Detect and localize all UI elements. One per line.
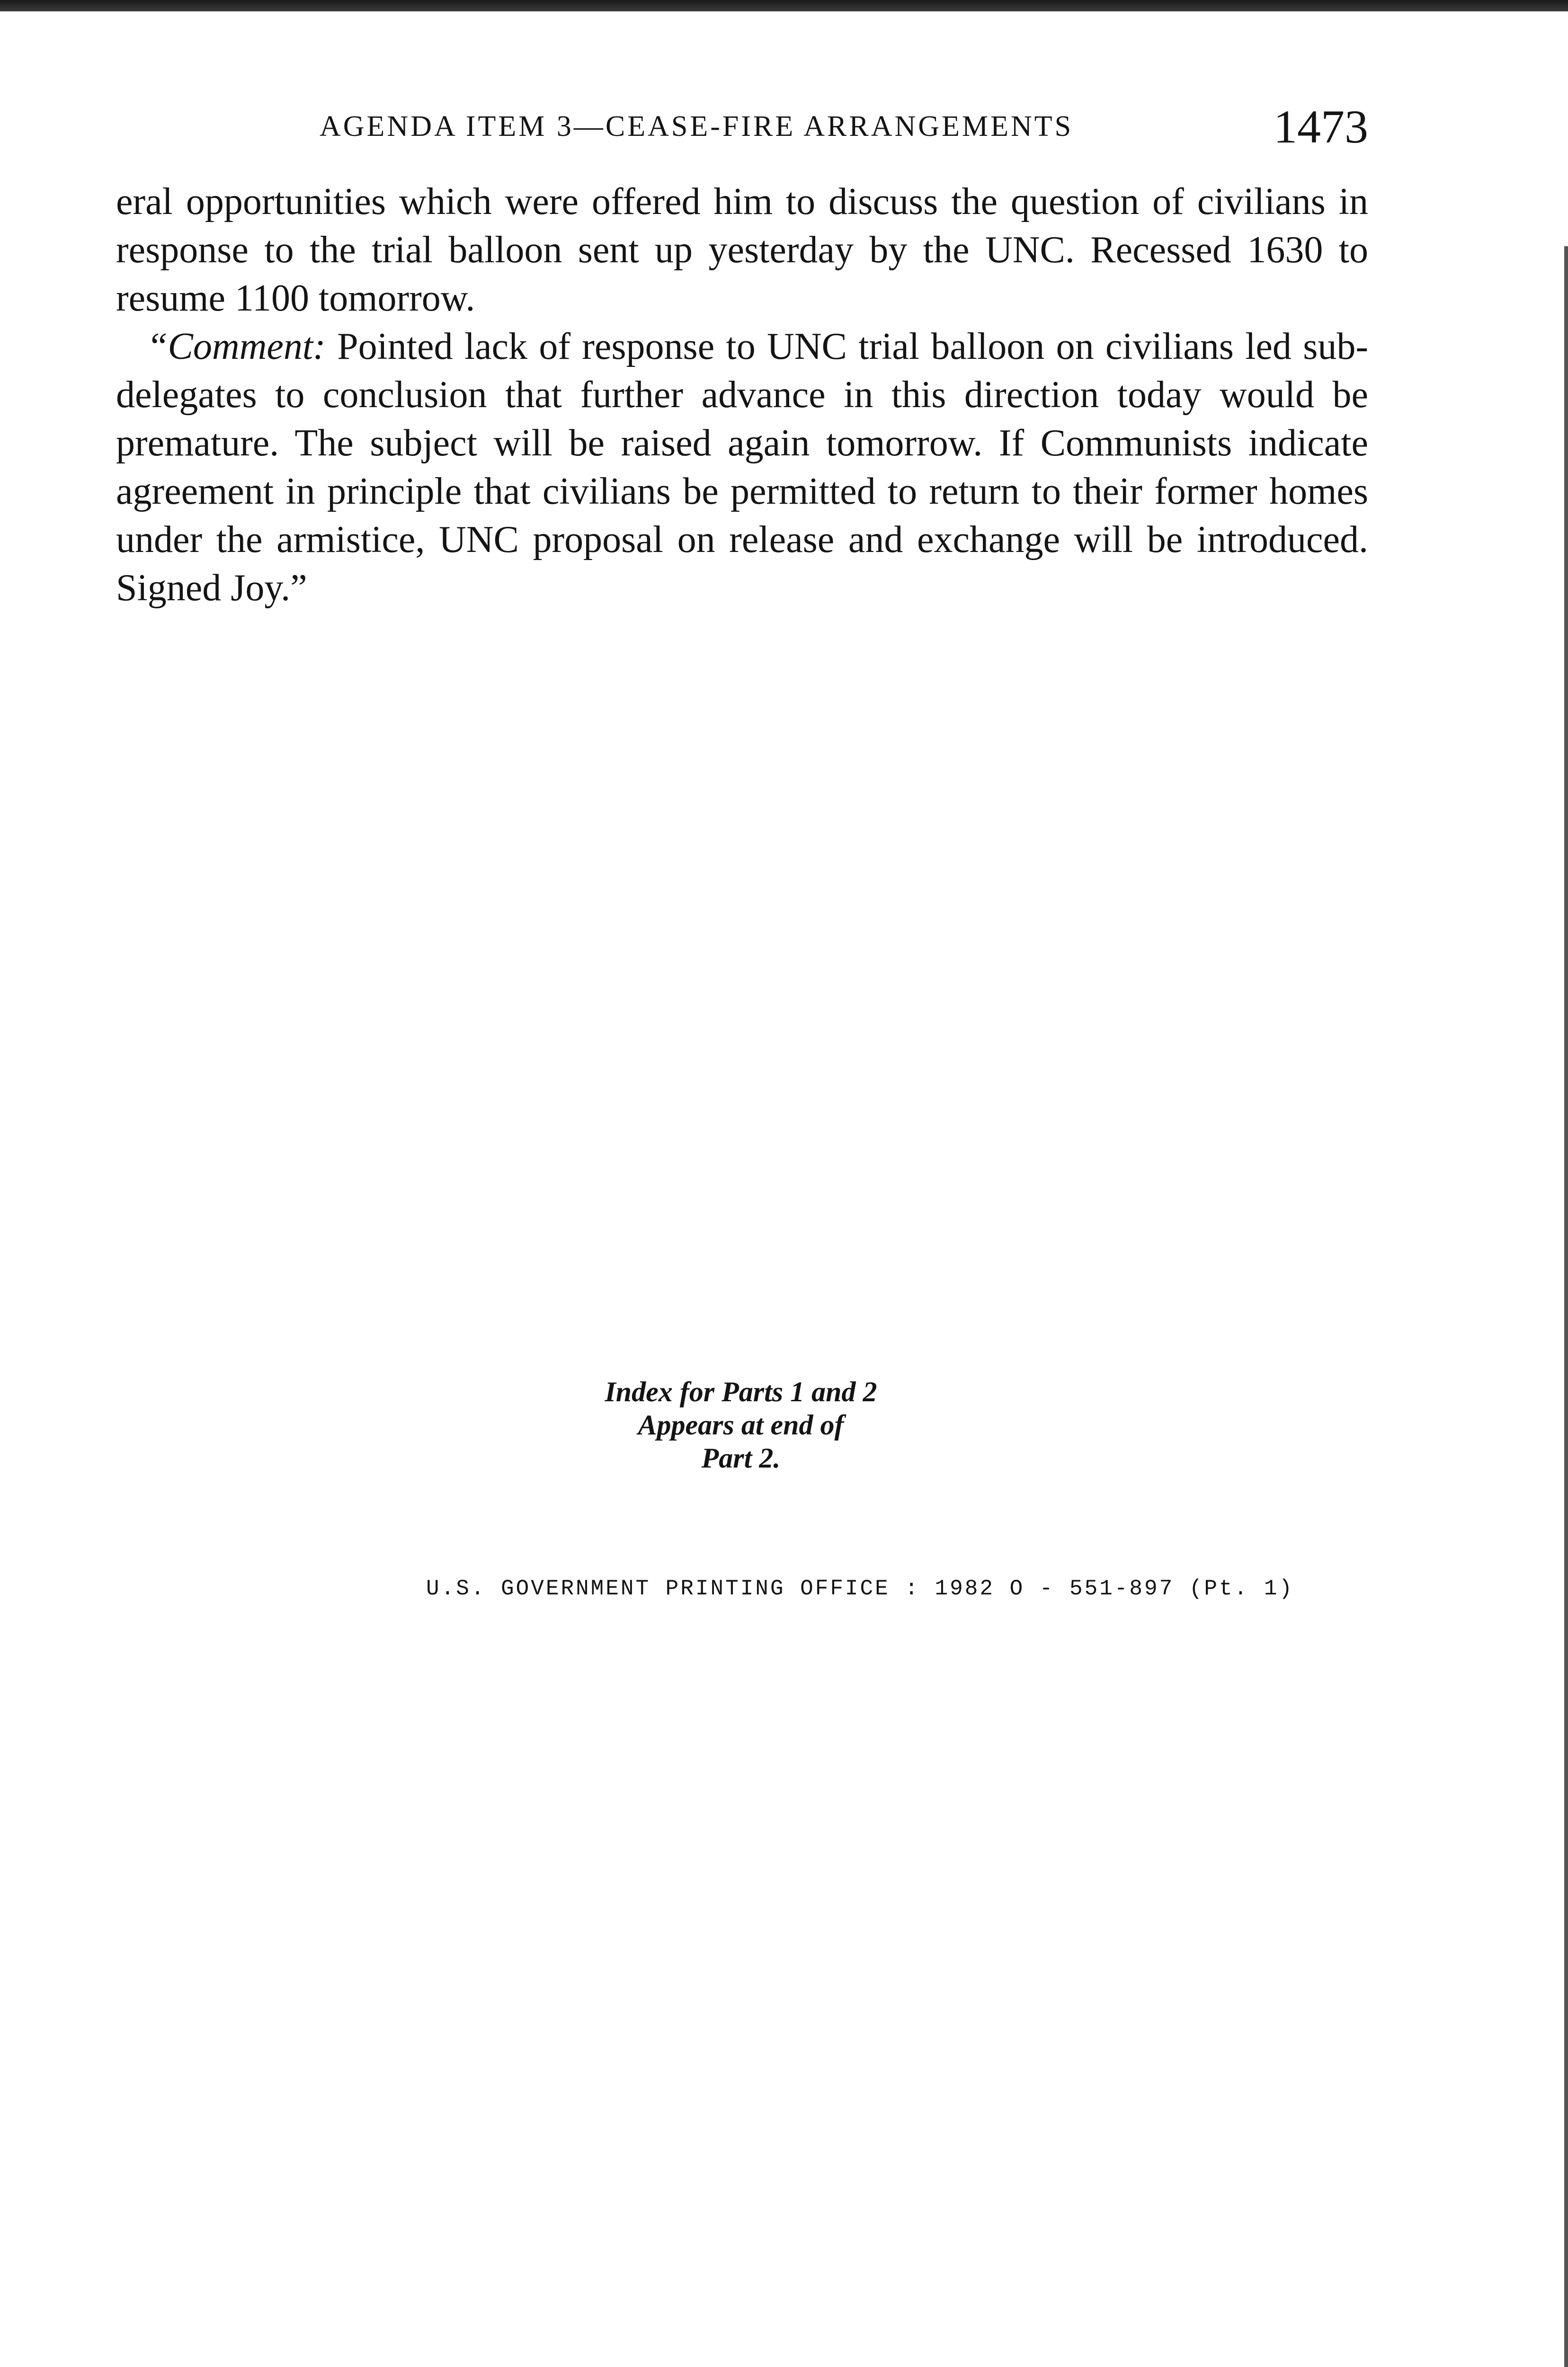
printing-office-imprint: U.S. GOVERNMENT PRINTING OFFICE : 1982 O - 551-897 (Pt. 1) <box>426 1576 1294 1601</box>
index-note-line-3: Part 2. <box>701 1442 781 1474</box>
page-header <box>116 99 1368 151</box>
running-head: AGENDA ITEM 3—CEASE-FIRE ARRANGEMENTS <box>320 110 1074 142</box>
body-text <box>116 178 1368 612</box>
index-note-line-1: Index for Parts 1 and 2 <box>605 1376 877 1407</box>
index-note <box>495 1375 987 1475</box>
comment-label: “Comment: <box>147 326 326 367</box>
top-border-rule <box>0 0 1568 11</box>
paragraph-continuation: eral opportunities which were offered him to discuss the question of civilians in response to the trial balloon sent up yesterday by the UNC. Recessed 1630 to resume 1100 tomorrow. <box>116 181 1368 319</box>
page-edge-shadow <box>1564 246 1568 2367</box>
index-note-line-2: Appears at end of <box>638 1409 844 1441</box>
paragraph-comment <box>116 322 1368 612</box>
page-number: 1473 <box>1274 100 1368 153</box>
comment-text: Pointed lack of response to UNC trial balloon on civilians led sub-delegates to conclusion that further advance in this direction today would be premature. The subject will be raised again tomorrow. If Communists indicate agreement in principle that civilians be permitted to return to their former homes under the armistice, UNC proposal on release and exchange will be introduced. Signed Joy.” <box>116 326 1368 609</box>
